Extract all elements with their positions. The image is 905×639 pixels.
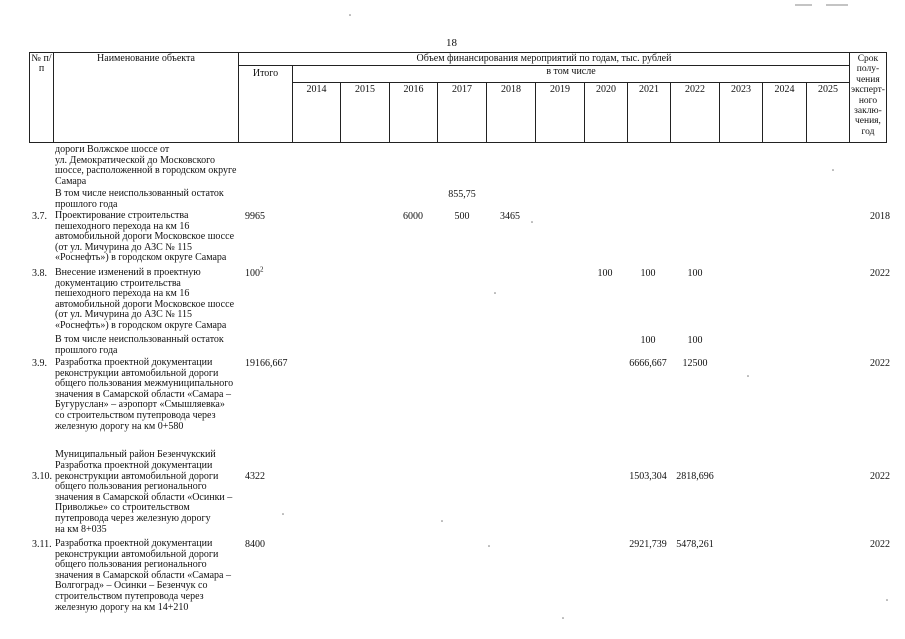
page-number: 18 xyxy=(446,37,457,49)
row-value-2018: 3465 xyxy=(500,211,520,222)
row-name-line: на км 8+035 xyxy=(55,523,107,535)
row-number: 3.10. xyxy=(32,471,52,482)
header-name: Наименование объекта xyxy=(54,53,239,143)
header-year-2015: 2015 xyxy=(341,83,390,143)
row-name-line: железную дорогу на км 14+210 xyxy=(55,601,189,613)
header-year-2022: 2022 xyxy=(671,83,720,143)
row-name-line: Волгоград» – Осинки – Безенчук со xyxy=(55,580,208,592)
row-total: 8400 xyxy=(245,539,265,550)
header-year-2019: 2019 xyxy=(536,83,585,143)
row-name-line: Муниципальный район Безенчукский xyxy=(55,449,216,460)
row-value-2017: 500 xyxy=(454,211,470,222)
row-value-2022: 12500 xyxy=(682,358,708,369)
row-name-line: Внесение изменений в проектную xyxy=(55,267,201,278)
row-name-line: автомобильной дороги Московское шоссе xyxy=(55,298,235,310)
row-value-2022: 100 xyxy=(687,268,703,279)
row-value-2021: 6666,667 xyxy=(629,358,667,369)
row-name-line: «Роснефть») в городском округе Самара xyxy=(55,252,227,264)
row-name-line: Бугуруслан» – аэропорт «Смышляевка» xyxy=(55,399,225,411)
header-year-2025: 2025 xyxy=(807,83,850,143)
header-including: в том числе xyxy=(293,66,850,83)
header-year-2021: 2021 xyxy=(628,83,671,143)
row-name-line: общего пользования межмуниципального xyxy=(55,378,234,390)
row-name-line: строительством путепровода через xyxy=(55,591,204,602)
row-total: 4322 xyxy=(245,471,265,482)
row-total: $100^2$ xyxy=(245,265,264,279)
row-name-line: автомобильной дороги Московское шоссе xyxy=(55,231,235,243)
row-total: 9965 xyxy=(245,211,265,222)
total-footnote: 2 xyxy=(260,265,264,274)
header-funding: Объем финансирования мероприятий по годам, тыс. рублей xyxy=(239,53,850,66)
row-value-2021: 1503,304 xyxy=(629,471,667,482)
row-deadline: 2022 xyxy=(870,358,890,369)
row-deadline: 2018 xyxy=(870,211,890,222)
header-year-2016: 2016 xyxy=(390,83,438,143)
row-deadline: 2022 xyxy=(870,268,890,279)
row-deadline: 2022 xyxy=(870,539,890,550)
header-year-2014: 2014 xyxy=(293,83,341,143)
row-value-2022: 100 xyxy=(687,335,703,346)
row-name-line: значения в Самарской области «Самара – xyxy=(55,388,231,400)
row-name-line: Самара xyxy=(55,175,87,187)
row-name-line: «Роснефть») в городском округе Самара xyxy=(55,320,227,331)
row-name-line: значения в Самарской области «Самара – xyxy=(55,569,231,581)
row-name-line: пешеходного перехода на км 16 xyxy=(55,220,190,232)
row-name-line: Разработка проектной документации xyxy=(55,460,213,471)
row-name-line: В том числе неиспользованный остаток xyxy=(55,334,224,345)
row-number: 3.11. xyxy=(32,539,52,550)
row-name-line: значения в Самарской области «Осинки – xyxy=(55,491,233,503)
row-value-2021: 2921,739 xyxy=(629,539,667,550)
row-name-line: реконструкции автомобильной дороги xyxy=(55,470,219,482)
header-deadline: Срок полу-чения эксперт-ного заклю-чения, год xyxy=(850,53,887,143)
header-year-2023: 2023 xyxy=(720,83,763,143)
row-value-2021: 100 xyxy=(640,268,656,279)
row-name-line: пешеходного перехода на км 16 xyxy=(55,288,190,300)
row-number: 3.9. xyxy=(32,358,47,369)
header-year-2020: 2020 xyxy=(585,83,628,143)
row-name-line: реконструкции автомобильной дороги xyxy=(55,548,219,560)
row-name-line: документацию строительства xyxy=(55,277,181,289)
row-value-2022: 2818,696 xyxy=(676,471,714,482)
header-total: Итого xyxy=(239,66,293,143)
row-name-line: Проектирование строительства xyxy=(55,210,189,221)
row-name-line: прошлого года xyxy=(55,344,118,356)
row-name-line: дороги Волжское шоссе от xyxy=(55,144,170,155)
row-name-line: железную дорогу на км 0+580 xyxy=(55,420,184,432)
row-value-2017: 855,75 xyxy=(448,189,476,200)
row-value-2016: 6000 xyxy=(403,211,423,222)
header-year-2024: 2024 xyxy=(763,83,807,143)
header-year-2018: 2018 xyxy=(487,83,536,143)
row-name-line: путепровода через железную дорогу xyxy=(55,513,211,524)
row-value-2021: 100 xyxy=(640,335,656,346)
row-name-line: шоссе, расположенной в городском округе xyxy=(55,165,237,177)
row-name-line: ул. Демократической до Московского xyxy=(55,154,215,166)
row-name-line: (от ул. Мичурина до АЗС № 115 xyxy=(55,241,192,253)
row-name-line: реконструкции автомобильной дороги xyxy=(55,367,219,379)
row-name-line: (от ул. Мичурина до АЗС № 115 xyxy=(55,309,192,321)
row-name-line: со строительством путепровода через xyxy=(55,410,216,421)
row-name-line: общего пользования регионального xyxy=(55,481,207,493)
row-value-2020: 100 xyxy=(597,268,613,279)
row-total: 19166,667 xyxy=(245,358,288,369)
row-deadline: 2022 xyxy=(870,471,890,482)
row-value-2022: 5478,261 xyxy=(676,539,714,550)
row-number: 3.8. xyxy=(32,268,47,279)
row-name-line: прошлого года xyxy=(55,198,118,210)
row-name-line: Приволжье» со строительством xyxy=(55,502,190,514)
row-name-line: общего пользования регионального xyxy=(55,559,207,571)
row-name-line: Разработка проектной документации xyxy=(55,538,213,549)
header-num: № п/п xyxy=(30,53,54,143)
header-year-2017: 2017 xyxy=(438,83,487,143)
row-name-line: Разработка проектной документации xyxy=(55,357,213,368)
row-name-line: В том числе неиспользованный остаток xyxy=(55,188,224,199)
row-number: 3.7. xyxy=(32,211,47,222)
